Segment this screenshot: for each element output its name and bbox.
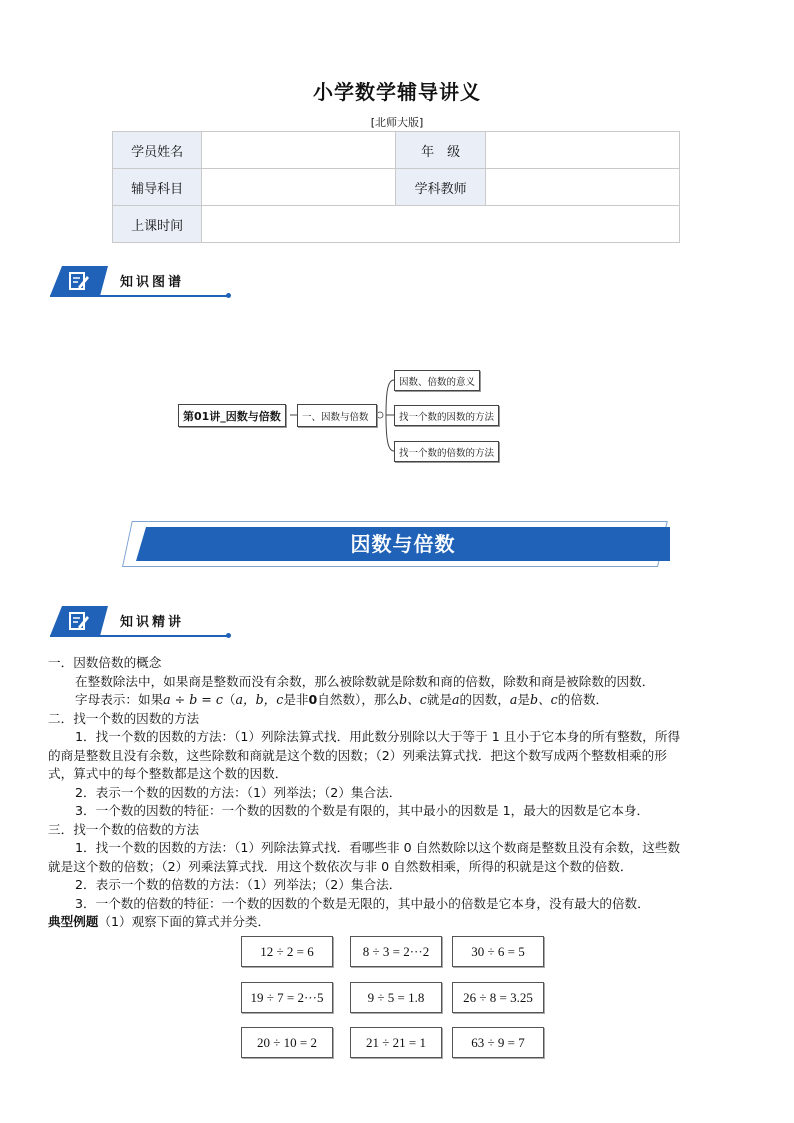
equation-box: 19 ÷ 7 = 2···5 bbox=[241, 982, 333, 1013]
page-title: 小学数学辅导讲义 bbox=[313, 80, 481, 104]
equation-box: 26 ÷ 8 = 3.25 bbox=[452, 982, 544, 1013]
paragraph-line: 1．找一个数的因数的方法：（1）列除法算式找．看哪些非 0 自然数除以这个数商是整数且没有余数，这些数 bbox=[75, 840, 681, 855]
mindmap-leaf: 找一个数的倍数的方法 bbox=[394, 441, 499, 462]
topic-banner bbox=[122, 521, 672, 567]
equation-box: 12 ÷ 2 = 6 bbox=[241, 936, 333, 967]
mindmap-leaf: 因数、倍数的意义 bbox=[394, 370, 480, 391]
grade-label: 年 级 bbox=[396, 132, 485, 169]
banner-title: 因数与倍数 bbox=[350, 532, 456, 556]
paragraph-line: 1．找一个数的因数的方法：（1）列除法算式找．用此数分别除以大于等于 1 且小于它本身的所有整数，所得 bbox=[75, 729, 681, 744]
paragraph-line: 2．表示一个数的因数的方法：（1）列举法；（2）集合法． bbox=[75, 784, 402, 800]
equation-box: 20 ÷ 10 = 2 bbox=[241, 1027, 333, 1058]
section-underline bbox=[50, 635, 228, 637]
edit-note-icon bbox=[50, 606, 108, 636]
section-header-knowledge-map bbox=[50, 266, 240, 298]
class-time-field[interactable] bbox=[202, 206, 680, 243]
paragraph-line: 3．一个数的倍数的特征：一个数的因数的个数是无限的，其中最小的倍数是它本身，没有最大的倍数． bbox=[75, 895, 650, 911]
class-time-label: 上课时间 bbox=[113, 206, 202, 243]
student-name-field[interactable] bbox=[202, 132, 396, 169]
section-header-knowledge-lecture bbox=[50, 606, 240, 638]
heading-concept: 一．因数倍数的概念 bbox=[48, 655, 162, 670]
subject-field[interactable] bbox=[202, 169, 396, 206]
paragraph-line: 3．一个数的因数的特征：一个数的因数的个数是有限的，其中最小的因数是 1，最大的因数是它本身． bbox=[75, 803, 650, 818]
section-title: 知识精讲 bbox=[120, 615, 185, 630]
paragraph-line: 式，算式中的每个整数都是这个数的因数． bbox=[48, 766, 288, 781]
student-name-label: 学员姓名 bbox=[113, 132, 202, 169]
edition-label: [北师大版] bbox=[370, 116, 424, 129]
edit-note-icon bbox=[50, 266, 108, 296]
equation-box: 21 ÷ 21 = 1 bbox=[350, 1027, 442, 1058]
teacher-label: 学科教师 bbox=[396, 169, 485, 206]
mindmap-root: 第01讲_因数与倍数 bbox=[178, 404, 286, 427]
section-underline-dot bbox=[226, 293, 231, 298]
paragraph-definition: 在整数除法中，如果商是整数而没有余数，那么被除数就是除数和商的倍数，除数和商是被除数的因数． bbox=[75, 673, 655, 689]
section-underline-dot bbox=[226, 633, 231, 638]
student-info-table bbox=[112, 131, 680, 243]
equation-box: 63 ÷ 9 = 7 bbox=[452, 1027, 544, 1058]
paragraph-letter-notation: 字母表示：如果a ÷ b = c（a，b，c是非0自然数），那么b、c就是a的因数，a是b、c的倍数． bbox=[75, 692, 609, 707]
equation-box: 30 ÷ 6 = 5 bbox=[452, 936, 544, 967]
paragraph-line: 就是这个数的倍数；（2）列乘法算式找．用这个数依次与非 0 自然数相乘，所得的积就是这个数的倍数． bbox=[48, 858, 633, 874]
lecture-content bbox=[48, 654, 748, 932]
grade-field[interactable] bbox=[485, 132, 679, 169]
heading-find-multiples: 三．找一个数的倍数的方法 bbox=[48, 821, 200, 837]
example-label: 典型例题 bbox=[48, 914, 99, 929]
equation-box: 9 ÷ 5 = 1.8 bbox=[350, 982, 442, 1013]
mindmap-branch: 一、因数与倍数 bbox=[297, 404, 377, 427]
equation-box: 8 ÷ 3 = 2···2 bbox=[350, 936, 442, 967]
section-title: 知识图谱 bbox=[120, 275, 185, 290]
heading-find-factors: 二．找一个数的因数的方法 bbox=[48, 710, 200, 726]
paragraph-line: 2．表示一个数的倍数的方法：（1）列举法；（2）集合法． bbox=[75, 877, 402, 892]
mindmap-leaf: 找一个数的因数的方法 bbox=[394, 405, 499, 426]
section-underline bbox=[50, 295, 228, 297]
paragraph-line: 的商是整数且没有余数，这些除数和商就是这个数的因数；（2）列乘法算式找．把这个数写成两个整数相乘的形 bbox=[48, 747, 667, 763]
example-line bbox=[48, 913, 748, 932]
example-text: （1）观察下面的算式并分类． bbox=[98, 914, 271, 929]
teacher-field[interactable] bbox=[485, 169, 679, 206]
subject-label: 辅导科目 bbox=[113, 169, 202, 206]
